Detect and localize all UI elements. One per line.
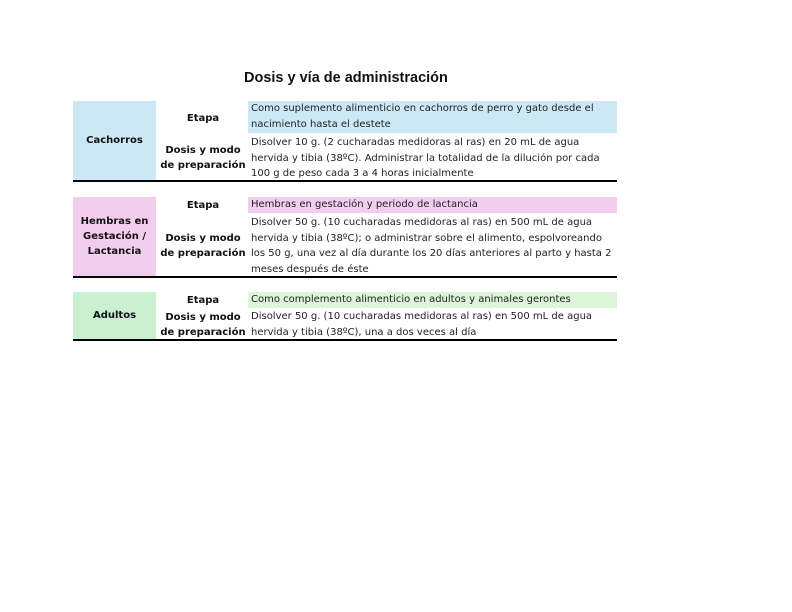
page-title: Dosis y vía de administración: [244, 70, 448, 86]
stage-label: Etapa: [186, 113, 220, 124]
dose-label: Dosis y modo de preparación: [160, 233, 246, 259]
divider: [73, 276, 617, 278]
dose-value: Disolver 50 g. (10 cucharadas medidoras al ras) en 500 mL de agua hervida y tibia (38ºC); o administrar sobre el alimento, espolvoreando los 50 g, una vez al día durante los 20 días anteriores al parto y hasta 2 meses después de éste: [251, 217, 612, 275]
stage-label: Etapa: [186, 294, 220, 306]
dose-value: Disolver 50 g. (10 cucharadas medidoras al ras) en 500 mL de agua hervida y tibia (38ºC), una a dos veces al día: [251, 311, 593, 338]
category-cell: Cachorros: [73, 101, 156, 180]
stage-value: Hembras en gestación y periodo de lactancia: [248, 197, 617, 213]
stage-value: Como complemento alimenticio en adultos y animales gerontes: [248, 292, 617, 308]
dose-label: Dosis y modo de preparación: [160, 311, 246, 338]
divider: [73, 339, 617, 341]
dosage-block-adultos: [73, 292, 617, 339]
category-cell: Hembras en Gestación / Lactancia: [73, 197, 156, 276]
dose-value: Disolver 10 g. (2 cucharadas medidoras al ras) en 20 mL de agua hervida y tibia (38ºC). Administrar la totalidad de la dilución por cada 100 g de peso cada 3 a 4 horas inicialmente: [251, 137, 600, 179]
dosage-block-cachorros: [73, 101, 617, 180]
dose-label: Dosis y modo de preparación: [160, 145, 246, 171]
dosage-block-hembras: [73, 197, 617, 276]
stage-value: Como suplemento alimenticio en cachorros de perro y gato desde el nacimiento hasta el destete: [248, 101, 617, 133]
stage-label: Etapa: [186, 199, 220, 211]
category-cell: Adultos: [73, 292, 156, 339]
divider: [73, 180, 617, 182]
